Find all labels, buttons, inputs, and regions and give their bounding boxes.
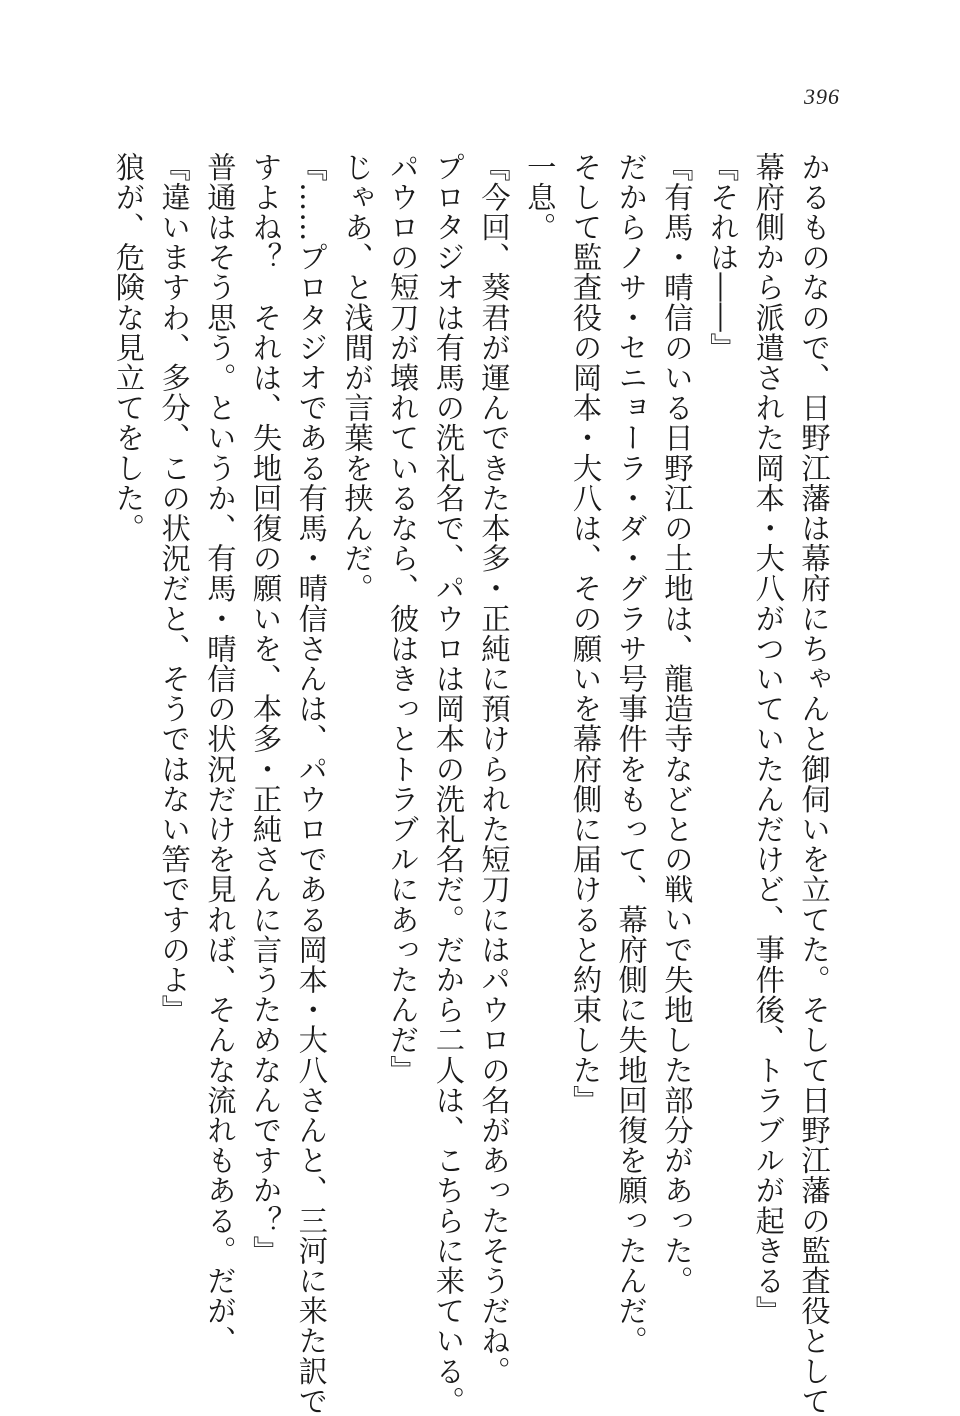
text-line: かるものなので、日野江藩は幕府にちゃんと御伺いを立てた。そして日野江藩の監査役として — [797, 152, 831, 1416]
text-line: 『有馬・晴信のいる日野江の土地は、龍造寺などとの戦いで失地した部分があった。 — [659, 152, 694, 1296]
text-line: 狼が、危険な見立てをした。 — [111, 152, 146, 544]
text-line: 幕府側から派遣された岡本・大八がついていたんだけど、事件後、トラブルが起きる』 — [751, 152, 786, 1326]
text-line: そして監査役の岡本・大八は、その願いを幕府側に届けると約束した』 — [568, 152, 603, 1116]
text-line: 『それは――』 — [705, 152, 740, 363]
text-line: 一息。 — [522, 152, 557, 243]
text-line: 『……プロタジオである有馬・晴信さんは、パウロである岡本・大八さんと、三河に来た訳で — [294, 152, 329, 1416]
text-line: 普通はそう思う。というか、有馬・晴信の状況だけを見れば、そんな流れもある。だが、 — [202, 152, 237, 1356]
text-line: 『今回、葵君が運んできた本多・正純に預けられた短刀にはパウロの名があったそうだね。 — [477, 152, 512, 1387]
text-line: プロタジオは有馬の洗礼名で、パウロは岡本の洗礼名だ。だから二人は、こちらに来ている。 — [431, 152, 466, 1416]
text-line: 『違いますわ、多分、この状況だと、そうではない筈ですのよ』 — [157, 152, 192, 1025]
text-line: パウロの短刀が壊れているなら、彼はきっとトラブルにあったんだ』 — [385, 152, 420, 1086]
vertical-text-body — [111, 152, 836, 1416]
text-line: じゃあ、と浅間が言葉を挟んだ。 — [339, 152, 374, 604]
text-line: だからノサ・セニョーラ・ダ・グラサ号事件をもって、幕府側に失地回復を願ったんだ。 — [614, 152, 649, 1356]
text-line: すよね？ それは、失地回復の願いを、本多・正純さんに言うためなんですか？』 — [248, 152, 283, 1266]
page-number: 396 — [804, 84, 840, 109]
